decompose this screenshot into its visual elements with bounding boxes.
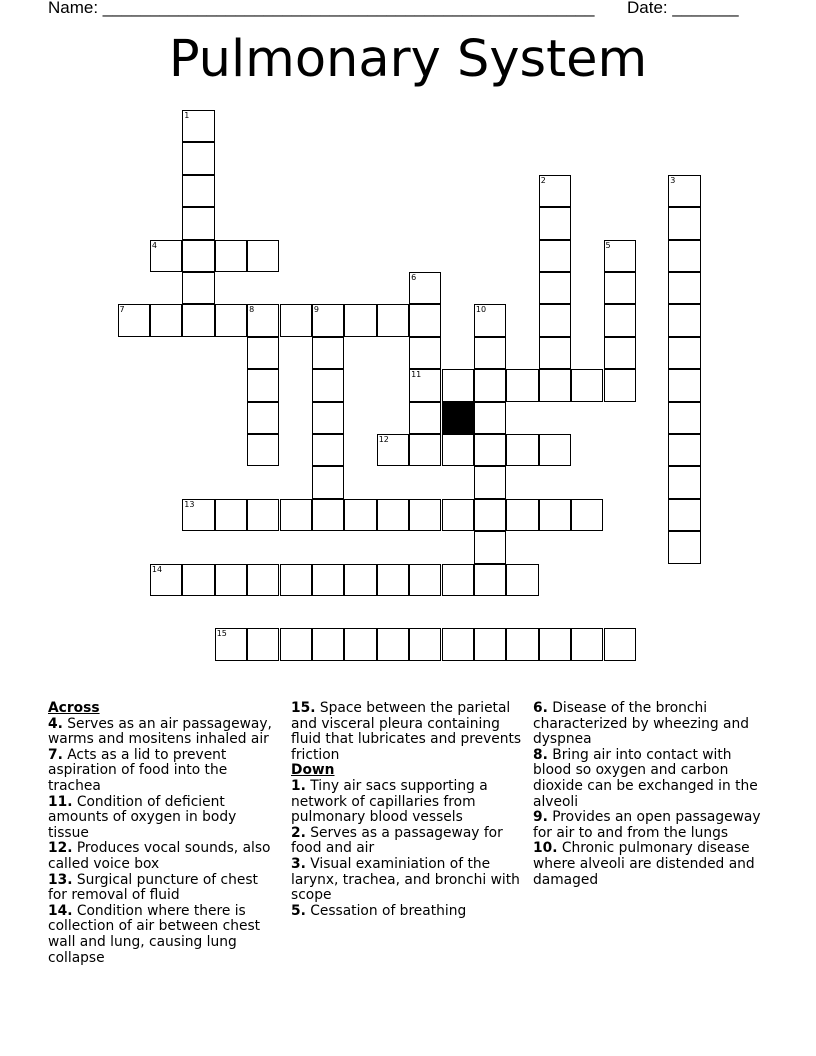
grid-cell[interactable] (409, 499, 441, 531)
grid-cell[interactable] (344, 499, 376, 531)
grid-cell[interactable] (377, 628, 409, 660)
clue-number: 10 (475, 305, 487, 315)
grid-cell[interactable] (474, 466, 506, 498)
grid-cell[interactable] (377, 304, 409, 336)
clue-down-5: 5. Cessation of breathing (291, 902, 467, 919)
grid-cell[interactable] (539, 499, 571, 531)
name-field-label: Name: ____________________________________________________ (48, 0, 595, 17)
grid-cell[interactable] (571, 628, 603, 660)
grid-cell[interactable] (182, 175, 214, 207)
grid-cell[interactable] (539, 272, 571, 304)
grid-cell[interactable] (668, 499, 700, 531)
grid-cell[interactable] (604, 369, 636, 401)
grid-cell[interactable] (539, 207, 571, 239)
grid-cell[interactable] (474, 402, 506, 434)
grid-cell[interactable] (409, 434, 441, 466)
grid-cell[interactable] (215, 499, 247, 531)
clue-number: 3 (670, 175, 676, 185)
grid-cell[interactable] (409, 272, 441, 304)
grid-cell[interactable] (280, 564, 312, 596)
page-title: Pulmonary System (168, 30, 648, 89)
clue-number: 12 (378, 435, 389, 444)
grid-cell[interactable] (344, 304, 376, 336)
grid-cell[interactable] (182, 499, 214, 531)
grid-cell[interactable] (150, 304, 182, 336)
grid-cell[interactable] (247, 402, 279, 434)
grid-cell[interactable] (474, 337, 506, 369)
grid-cell[interactable] (215, 304, 247, 336)
clue-down-1: 1. Tiny air sacs supporting a network of capillaries from pulmonary blood vessels (291, 777, 488, 826)
grid-cell[interactable] (409, 369, 441, 401)
grid-cell[interactable] (539, 304, 571, 336)
grid-cell[interactable] (409, 628, 441, 660)
grid-cell[interactable] (280, 304, 312, 336)
grid-cell[interactable] (215, 628, 247, 660)
grid-cell[interactable] (215, 564, 247, 596)
grid-cell[interactable] (280, 628, 312, 660)
grid-cell[interactable] (539, 240, 571, 272)
grid-cell[interactable] (506, 564, 538, 596)
grid-cell[interactable] (312, 628, 344, 660)
clue-across-14: 14. Condition where there is collection of air between chest wall and lung, causing lung collapse (48, 902, 261, 966)
grid-cell[interactable] (182, 207, 214, 239)
grid-cell[interactable] (668, 369, 700, 401)
grid-cell[interactable] (182, 240, 214, 272)
grid-cell[interactable] (474, 531, 506, 563)
clue-across-12: 12. Produces vocal sounds, also called voice box (48, 840, 271, 872)
clue-number: 15 (216, 629, 227, 639)
grid-cell[interactable] (182, 110, 214, 142)
grid-cell[interactable] (668, 466, 700, 498)
grid-cell[interactable] (312, 434, 344, 466)
grid-cell[interactable] (215, 240, 247, 272)
grid-cell[interactable] (312, 466, 344, 498)
grid-cell[interactable] (150, 564, 182, 596)
grid-cell[interactable] (312, 499, 344, 531)
grid-cell[interactable] (506, 628, 538, 660)
grid-cell[interactable] (604, 304, 636, 336)
grid-cell[interactable] (506, 369, 538, 401)
grid-cell[interactable] (474, 434, 506, 466)
clue-number: 8 (249, 305, 255, 315)
clue-number: 7 (119, 305, 125, 315)
grid-cell[interactable] (539, 628, 571, 660)
grid-cell[interactable] (539, 175, 571, 207)
clue-number: 11 (411, 370, 422, 380)
grid-cell[interactable] (668, 531, 700, 563)
grid-cell[interactable] (247, 304, 279, 336)
grid-cell[interactable] (604, 240, 636, 272)
clue-number: 1 (184, 111, 190, 120)
clue-across-7: 7. Acts as a lid to prevent aspiration of food into the trachea (48, 746, 228, 794)
grid-cell[interactable] (182, 304, 214, 336)
black-square (442, 402, 474, 434)
grid-cell[interactable] (312, 369, 344, 401)
clue-number: 14 (151, 564, 163, 574)
grid-cell[interactable] (668, 337, 700, 369)
clue-across-15: 15. Space between the parietal and visceral pleura containing fluid that lubricates and prevents friction (291, 700, 522, 763)
date-field-label: Date: _______ (627, 0, 739, 17)
clue-down-9: 9. Provides an open passageway for air to and from the lungs (533, 809, 761, 841)
grid-cell[interactable] (312, 337, 344, 369)
grid-cell[interactable] (118, 304, 150, 336)
clue-column-2 (291, 701, 525, 919)
grid-cell[interactable] (668, 434, 700, 466)
grid-cell[interactable] (409, 337, 441, 369)
grid-cell[interactable] (474, 564, 506, 596)
clue-number: 5 (605, 240, 611, 250)
grid-cell[interactable] (344, 628, 376, 660)
clue-down-6: 6. Disease of the bronchi characterized by wheezing and dyspnea (533, 700, 750, 748)
clue-across-13: 13. Surgical puncture of chest for removal of fluid (48, 871, 258, 904)
grid-cell[interactable] (571, 369, 603, 401)
grid-cell[interactable] (150, 240, 182, 272)
grid-cell[interactable] (668, 207, 700, 239)
clue-number: 9 (313, 305, 319, 315)
grid-cell[interactable] (312, 564, 344, 596)
grid-cell[interactable] (442, 434, 474, 466)
grid-cell[interactable] (442, 369, 474, 401)
grid-cell[interactable] (409, 564, 441, 596)
clue-down-8: 8. Bring air into contact with blood so oxygen and carbon dioxide can be exchanged in the alveoli (533, 746, 758, 810)
grid-cell[interactable] (474, 304, 506, 336)
across-heading: Across (48, 700, 100, 716)
clue-down-3: 3. Visual examiniation of the larynx, trachea, and bronchi with scope (291, 855, 520, 904)
grid-cell[interactable] (409, 402, 441, 434)
grid-cell[interactable] (604, 628, 636, 660)
grid-cell[interactable] (182, 272, 214, 304)
grid-cell[interactable] (377, 434, 409, 466)
grid-cell[interactable] (247, 564, 279, 596)
grid-cell[interactable] (247, 337, 279, 369)
grid-cell[interactable] (604, 272, 636, 304)
grid-cell[interactable] (442, 564, 474, 596)
clue-column-1 (48, 701, 280, 966)
grid-cell[interactable] (474, 499, 506, 531)
clue-down-2: 2. Serves as a passageway for food and air (291, 824, 503, 857)
grid-cell[interactable] (668, 304, 700, 336)
clue-number: 2 (540, 175, 546, 185)
grid-cell[interactable] (668, 240, 700, 272)
grid-cell[interactable] (474, 369, 506, 401)
grid-cell[interactable] (247, 434, 279, 466)
grid-cell[interactable] (247, 369, 279, 401)
grid-cell[interactable] (539, 337, 571, 369)
grid-cell[interactable] (247, 499, 279, 531)
clue-down-10: 10. Chronic pulmonary disease where alveoli are distended and damaged (533, 840, 755, 888)
grid-cell[interactable] (247, 628, 279, 660)
clue-number: 13 (184, 499, 195, 509)
grid-cell[interactable] (409, 304, 441, 336)
grid-cell[interactable] (377, 564, 409, 596)
grid-cell[interactable] (247, 240, 279, 272)
grid-cell[interactable] (506, 434, 538, 466)
grid-cell[interactable] (474, 628, 506, 660)
grid-cell[interactable] (182, 564, 214, 596)
grid-cell[interactable] (312, 304, 344, 336)
grid-cell[interactable] (182, 142, 214, 174)
grid-cell[interactable] (539, 434, 571, 466)
clue-number: 6 (411, 273, 417, 282)
clue-across-11: 11. Condition of deficient amounts of oxygen in body tissue (48, 793, 237, 841)
grid-cell[interactable] (442, 499, 474, 531)
grid-cell[interactable] (506, 499, 538, 531)
grid-cell[interactable] (442, 628, 474, 660)
grid-cell[interactable] (668, 175, 700, 207)
grid-cell[interactable] (604, 337, 636, 369)
grid-cell[interactable] (344, 564, 376, 596)
grid-cell[interactable] (312, 402, 344, 434)
clue-column-3 (533, 701, 769, 888)
clue-across-4: 4. Serves as an air passageway, warms and mositens inhaled air (48, 715, 272, 748)
grid-cell[interactable] (539, 369, 571, 401)
down-heading: Down (291, 762, 335, 779)
grid-cell[interactable] (377, 499, 409, 531)
grid-cell[interactable] (668, 402, 700, 434)
clue-number: 4 (151, 240, 157, 250)
grid-cell[interactable] (571, 499, 603, 531)
grid-cell[interactable] (280, 499, 312, 531)
grid-cell[interactable] (668, 272, 700, 304)
